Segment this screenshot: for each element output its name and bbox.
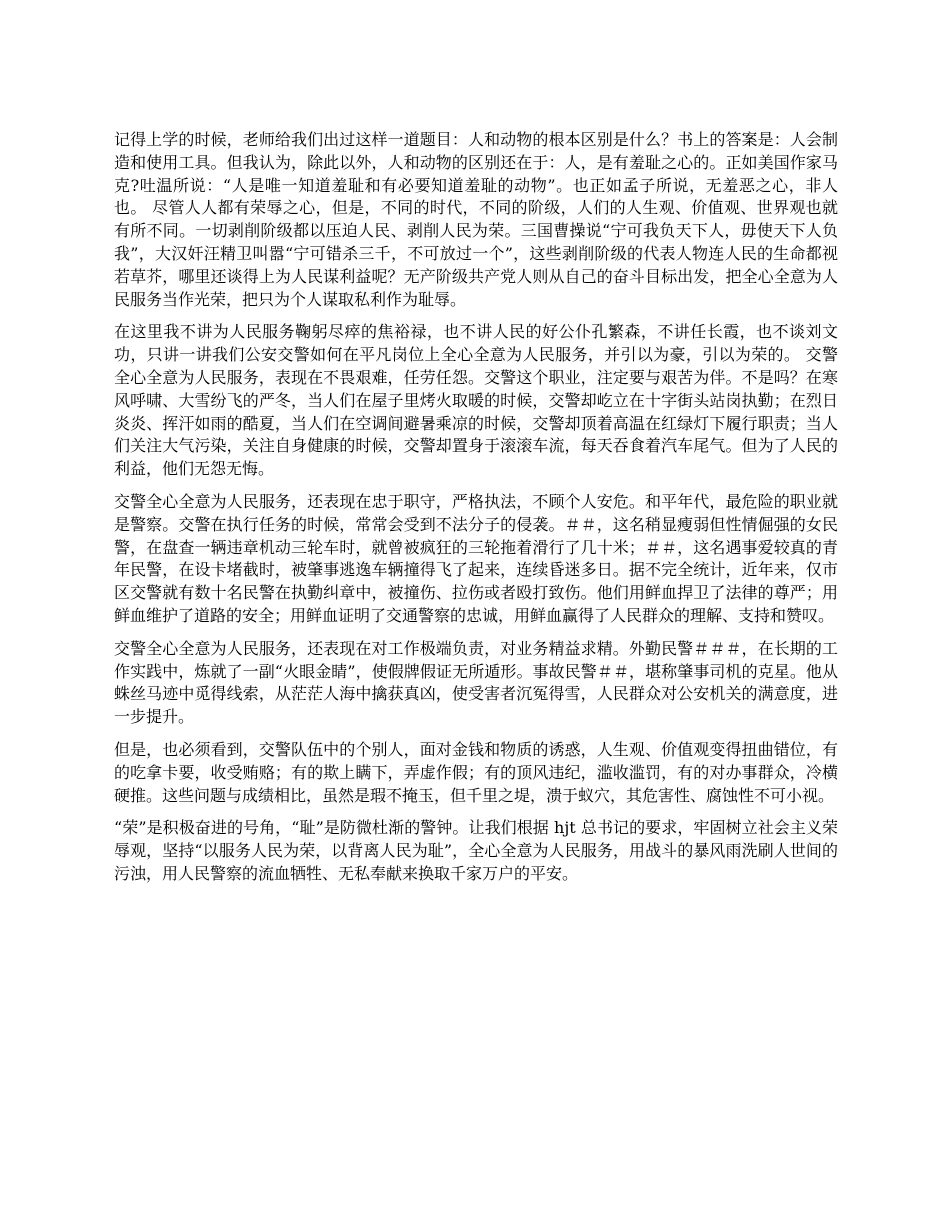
paragraph-3: 交警全心全意为人民服务，还表现在忠于职守，严格执法，不顾个人安危。和平年代，最危险的职业就是警察。交警在执行任务的时候，常常会受到不法分子的侵袭。＃＃，这名稍显瘦弱但性情倔强的女民警，在盘查一辆违章机动三轮车时，就曾被疯狂的三轮拖着滑行了几十米；＃＃，这名遇事爱较真的青年民警，在设卡堵截时，被肇事逃逸车辆撞得飞了起来，连续昏迷多日。据不完全统计，近年来，仅市区交警就有数十名民警在执勤纠章中，被撞伤、拉伤或者殴打致伤。他们用鲜血捍卫了法律的尊严；用鲜血维护了道路的安全；用鲜血证明了交通警察的忠诚，用鲜血赢得了人民群众的理解、支持和赞叹。 (114, 491, 838, 625)
paragraph-6: “荣”是积极奋进的号角，“耻”是防微杜渐的警钟。让我们根据 hjt 总书记的要求，牢固树立社会主义荣辱观，坚持“以服务人民为荣，以背离人民为耻”，全心全意为人民服务，用战斗的暴风雨洗刷人世间的污浊，用人民警察的流血牺牲、无私奉献来换取千家万户的平安。 (114, 818, 838, 883)
paragraph-4: 交警全心全意为人民服务，还表现在对工作极端负责，对业务精益求精。外勤民警＃＃＃，在长期的工作实践中，炼就了一副“火眼金睛”，使假牌假证无所遁形。事故民警＃＃，堪称肇事司机的克星。他从蛛丝马迹中觅得线索，从茫茫人海中擒获真凶，使受害者沉冤得雪，人民群众对公安机关的满意度，进一步提升。 (114, 638, 838, 727)
paragraph-1: 记得上学的时候，老师给我们出过这样一道题目：人和动物的根本区别是什么？书上的答案是：人会制造和使用工具。但我认为，除此以外，人和动物的区别还在于：人，是有羞耻之心的。正如美国作家马克?吐温所说：“人是唯一知道羞耻和有必要知道羞耻的动物”。也正如孟子所说，无羞恶之心，非人也。 尽管人人都有荣辱之心，但是，不同的时代，不同的阶级，人们的人生观、价值观、世界观也就有所不同。一切剥削阶级都以压迫人民、剥削人民为荣。三国曹操说“宁可我负天下人，毋使天下人负我”，大汉奸汪精卫叫嚣“宁可错杀三千，不可放过一个”，这些剥削阶级的代表人物连人民的生命都视若草芥，哪里还谈得上为人民谋利益呢？无产阶级共产党人则从自己的奋斗目标出发，把全心全意为人民服务当作光荣，把只为个人谋取私利作为耻辱。 (114, 130, 838, 309)
document-body (114, 129, 838, 896)
paragraph-5: 但是，也必须看到，交警队伍中的个别人，面对金钱和物质的诱惑，人生观、价值观变得扭曲错位，有的吃拿卡要，收受贿赂；有的欺上瞒下，弄虚作假；有的顶风违纪，滥收滥罚，有的对办事群众，冷横硬推。这些问题与成绩相比，虽然是瑕不掩玉，但千里之堤，溃于蚁穴，其危害性、腐蚀性不可小视。 (114, 739, 838, 805)
paragraph-2: 在这里我不讲为人民服务鞠躬尽瘁的焦裕禄，也不讲人民的好公仆孔繁森，不讲任长霞，也不谈刘文功，只讲一讲我们公安交警如何在平凡岗位上全心全意为人民服务，并引以为豪，引以为荣的。 交警全心全意为人民服务，表现在不畏艰难，任劳任怨。交警这个职业，注定要与艰苦为伴。不是吗？在寒风呼啸、大雪纷飞的严冬，当人们在屋子里烤火取暖的时候，交警却屹立在十字街头站岗执勤；在烈日炎炎、挥汗如雨的酷夏，当人们在空调间避暑乘凉的时候，交警却顶着高温在红绿灯下履行职责；当人们关注大气污染，关注自身健康的时候，交警却置身于滚滚车流，每天吞食着汽车尾气。但为了人民的利益，他们无怨无悔。 (114, 322, 838, 479)
